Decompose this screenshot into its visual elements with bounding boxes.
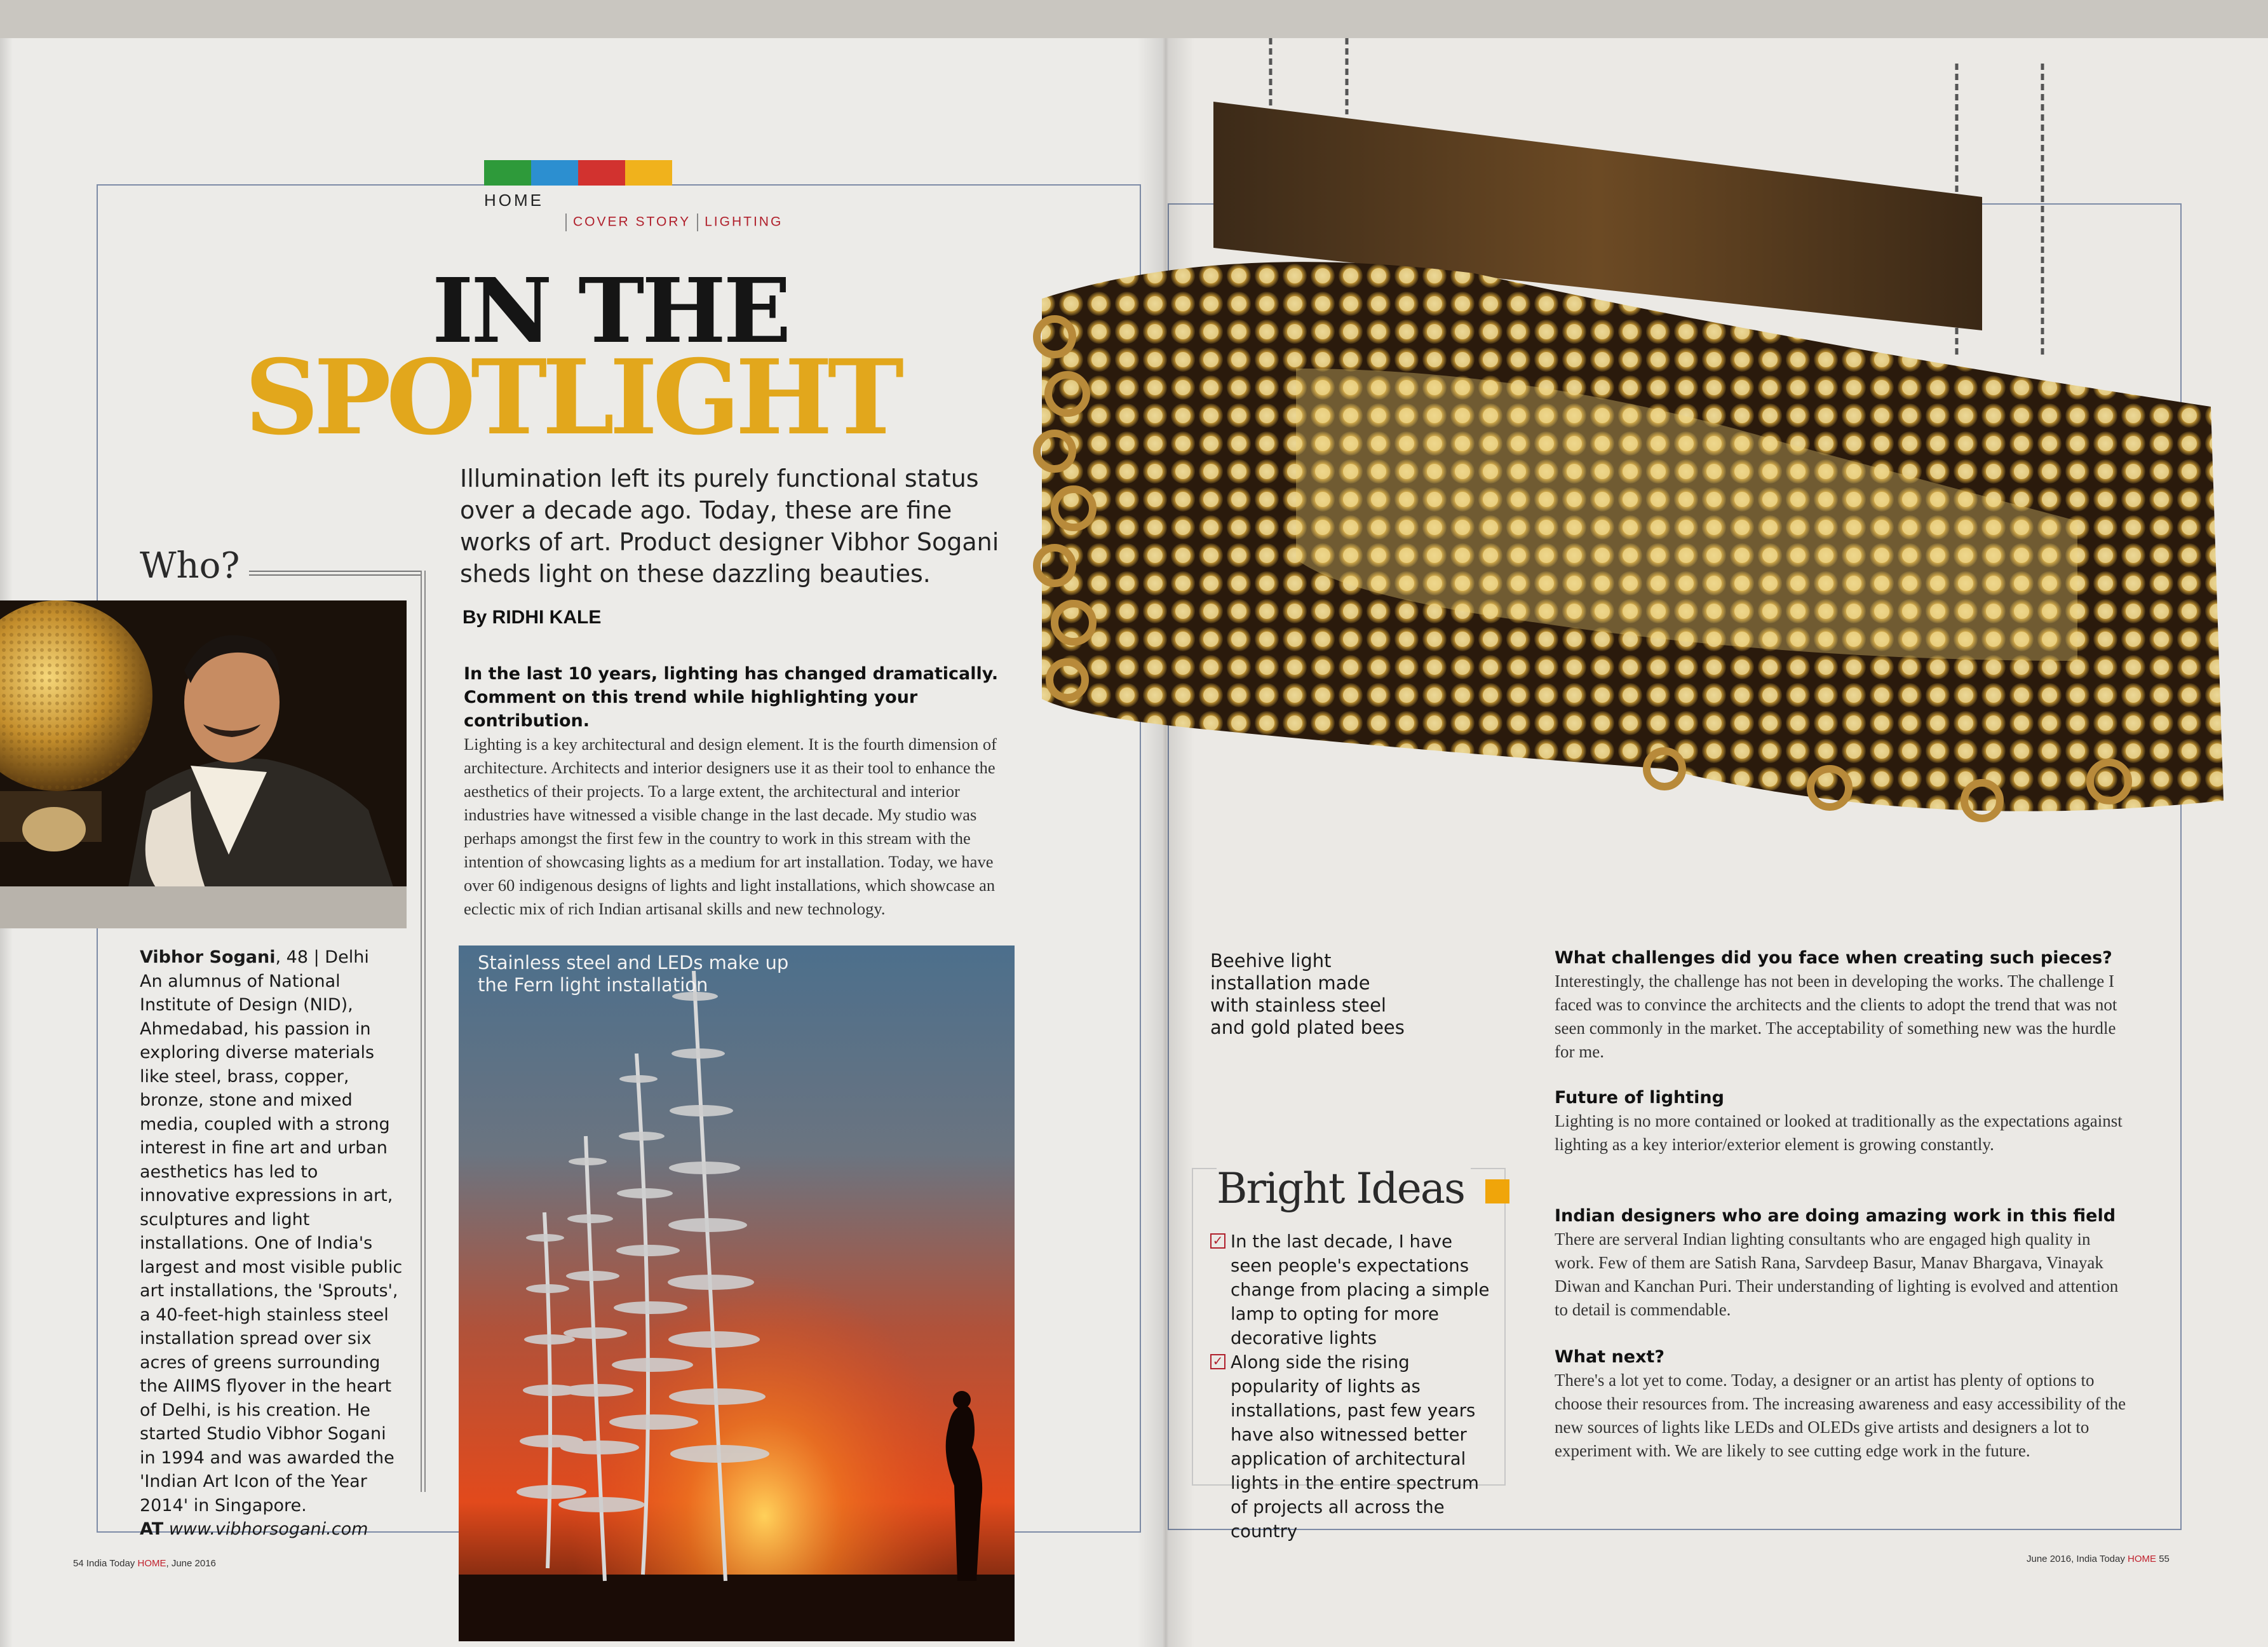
qa-answer: There are serveral Indian lighting consultants who are engaged high quality in work. Few of them are Satish Rana, Sarvdeep Basur, Manav Bhargava, Vinayak Diwan and Kanchan Puri. Their understanding of lighting is evolved and attention to detail is commendable. xyxy=(1555,1230,2119,1319)
byline: By RIDHI KALE xyxy=(462,607,602,628)
page-number: 55 xyxy=(2159,1554,2170,1564)
who-heading: Who? xyxy=(140,545,240,586)
checkbox-icon: ✓ xyxy=(1210,1354,1225,1369)
fern-installation-photo xyxy=(459,946,1015,1641)
category-label: COVER STORY xyxy=(573,214,691,229)
bright-ideas-item xyxy=(1210,1350,1496,1543)
qa-challenges xyxy=(1555,947,2126,1064)
breadcrumb-divider xyxy=(697,214,698,231)
qa-answer: Interestingly, the challenge has not been in developing the works. The challenge I faced was to convince the architects and the clients to adopt the trend that was not seen commonly in the market. The acceptability of something new was the hurdle for me. xyxy=(1555,972,2117,1061)
qa-question: Indian designers who are doing amazing work in this field xyxy=(1555,1206,2116,1226)
qa-question: Future of lighting xyxy=(1555,1088,1724,1108)
color-swatch-red xyxy=(578,160,625,186)
headline-line-1: IN THE xyxy=(432,259,789,363)
bright-ideas-list xyxy=(1210,1230,1496,1543)
color-swatch-green xyxy=(484,160,531,186)
designer-website-link[interactable]: www.vibhorsogani.com xyxy=(168,1519,368,1539)
portrait-illustration xyxy=(0,600,407,928)
article-deck: Illumination left its purely functional status over a decade ago. Today, these are fine works of art. Product designer Vibhor Sogani sheds light on these dazzling beauties. xyxy=(460,464,999,588)
designer-bio-text: An alumnus of National Institute of Design (NID), Ahmedabad, his passion in exploring diverse materials like steel, brass, copper, bronze, stone and mixed media, coupled with a strong interest in fine art and urban aesthetics has led to innovative expressions in art, sculptures and light installations. One of India's largest and most visible public art installations, the 'Sprouts', a 40-feet-high stainless steel installation spread over six acres of greens surrounding the AIIMS flyover in the heart of Delhi, is his creation. He started Studio Vibhor Sogani in 1994 and was awarded the 'Indian Art Icon of the Year 2014' in Singapore. xyxy=(140,971,403,1515)
subcategory-label: LIGHTING xyxy=(705,214,783,229)
section-label: HOME xyxy=(484,191,544,210)
beehive-photo-caption: Beehive light installation made with stainless steel and gold plated bees xyxy=(1210,950,1405,1038)
qa-answer: Lighting is no more contained or looked at traditionally as the expectations against lighting as a key interior/exterior element is growing constantly. xyxy=(1555,1111,2123,1154)
intro-answer: Lighting is a key architectural and design element. It is the fourth dimension of architecture. Architects and interior designers use it as their tool to enhance the aesthetics of their projects. To a large extent, the architectural and interior industries have witnessed a visible change in the last decade. My studio was perhaps amongst the first few in the country to work in this stream with the intention of showcasing lights as a medium for art installation. Today, we have over 60 indigenous designs of lights and light installations, which showcase an eclectic mix of rich Indian artisanal skills and new technology. xyxy=(464,735,997,918)
bright-ideas-title: Bright Ideas xyxy=(1217,1164,1471,1213)
bright-ideas-item xyxy=(1210,1230,1496,1350)
designer-age-city: , 48 | Delhi xyxy=(275,947,369,967)
color-swatch-yellow xyxy=(625,160,672,186)
intro-question: In the last 10 years, lighting has changed dramatically. Comment on this trend while highlighting your contribution. xyxy=(464,664,999,731)
qa-future xyxy=(1555,1087,2126,1156)
who-rule xyxy=(249,571,421,576)
qa-answer: There's a lot yet to come. Today, a designer or an artist has plenty of options to choose their resources from. The increasing awareness and easy accessibility of the new sources of lights like LEDs and OLEDs give artists and designers a lot to experiment with. We are likely to see cutting edge work in the future. xyxy=(1555,1371,2126,1460)
publication-name: India Today xyxy=(86,1558,135,1569)
issue-date: , June 2016 xyxy=(166,1558,216,1569)
bright-ideas-accent-square xyxy=(1485,1179,1509,1203)
designer-portrait-photo xyxy=(0,600,407,928)
section-color-bar xyxy=(484,160,672,186)
qa-what-next xyxy=(1555,1346,2126,1463)
category-breadcrumb xyxy=(559,214,783,231)
breadcrumb-divider xyxy=(565,214,567,231)
bright-ideas-item-text: Along side the rising popularity of lights as installations, past few years have also witnessed better application of architectural lights in the entire spectrum of projects all across the country xyxy=(1231,1352,1479,1542)
right-page-folio xyxy=(2027,1554,2170,1564)
beehive-lamp-illustration xyxy=(1029,38,2236,909)
fern-photo-caption: Stainless steel and LEDs make up the Fern light installation xyxy=(478,952,789,996)
publication-home: HOME xyxy=(2128,1554,2157,1564)
issue-date: June 2016, India Today xyxy=(2027,1554,2125,1564)
qa-indian-designers xyxy=(1555,1205,2126,1322)
color-swatch-blue xyxy=(531,160,578,186)
page-number: 54 xyxy=(73,1558,84,1569)
publication-home: HOME xyxy=(137,1558,166,1569)
website-at-label: AT xyxy=(140,1519,164,1539)
headline-line-2: SPOTLIGHT xyxy=(245,337,900,458)
qa-question: What challenges did you face when creating such pieces? xyxy=(1555,948,2112,968)
designer-name: Vibhor Sogani xyxy=(140,947,276,967)
checkbox-icon: ✓ xyxy=(1210,1233,1225,1249)
who-vertical-rule xyxy=(421,571,426,1492)
designer-bio xyxy=(140,946,407,1542)
qa-question: What next? xyxy=(1555,1347,1665,1367)
fern-illustration xyxy=(459,946,1015,1641)
bright-ideas-item-text: In the last decade, I have seen people's expectations change from placing a simple lamp to opting for more decorative lights xyxy=(1231,1231,1490,1348)
beehive-light-photo xyxy=(1029,38,2236,909)
intro-qa xyxy=(464,662,1016,921)
left-page-folio xyxy=(73,1558,216,1569)
